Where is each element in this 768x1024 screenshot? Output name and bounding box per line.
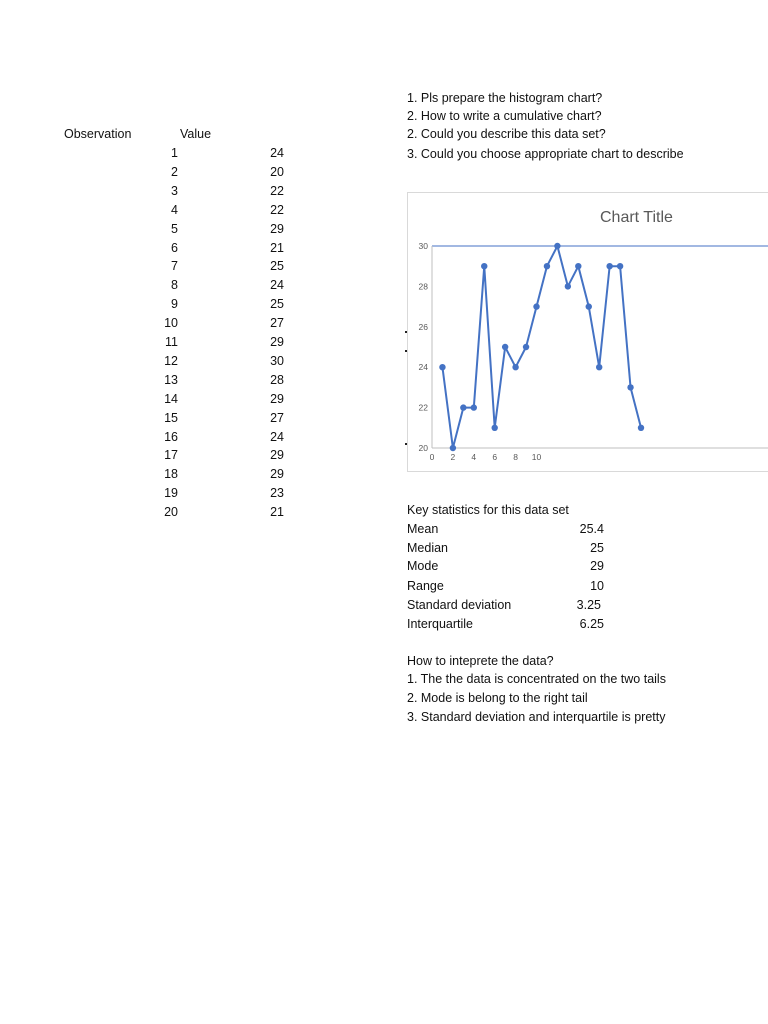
x-tick-label: 8 bbox=[513, 452, 518, 462]
x-tick-label: 6 bbox=[492, 452, 498, 462]
value-cell: 20 bbox=[270, 164, 284, 179]
value-cell: 24 bbox=[270, 146, 284, 160]
stats-heading: Key statistics for this data set bbox=[407, 503, 569, 517]
observation-cell: 15 bbox=[164, 410, 178, 425]
observation-cell: 19 bbox=[164, 486, 178, 501]
stat-label-median: Median bbox=[407, 541, 448, 555]
observation-cell: 17 bbox=[164, 448, 178, 463]
data-point bbox=[450, 445, 456, 451]
interpretation-line: 2. Mode is belong to the right tail bbox=[407, 691, 588, 705]
interpretation-heading: How to inteprete the data? bbox=[407, 654, 554, 668]
stat-value-mean: 25.4 bbox=[579, 522, 604, 536]
data-point bbox=[638, 425, 644, 431]
interpretation-block bbox=[407, 650, 768, 730]
value-cell: 29 bbox=[270, 467, 284, 482]
questions-block bbox=[407, 0, 768, 170]
data-point bbox=[481, 263, 487, 269]
observation-cell: 1 bbox=[171, 146, 178, 160]
data-point bbox=[544, 263, 550, 269]
value-cell: 21 bbox=[270, 505, 284, 520]
y-tick-label: 28 bbox=[418, 281, 428, 292]
data-point bbox=[512, 364, 518, 370]
question-line: 2. Could you describe this data set? bbox=[407, 127, 606, 141]
data-point bbox=[471, 404, 477, 410]
observation-cell: 14 bbox=[164, 391, 178, 406]
data-point bbox=[533, 303, 539, 309]
data-point bbox=[502, 344, 508, 350]
x-tick-label: 0 bbox=[429, 452, 435, 462]
value-cell: 29 bbox=[270, 391, 284, 406]
data-point bbox=[575, 263, 581, 269]
value-cell: 21 bbox=[270, 240, 284, 255]
stat-label-mean: Mean bbox=[407, 522, 439, 536]
x-tick-label: 4 bbox=[471, 452, 477, 462]
key-statistics bbox=[407, 500, 768, 640]
observation-cell: 9 bbox=[171, 297, 178, 312]
value-cell: 27 bbox=[270, 316, 284, 331]
y-tick-label: 26 bbox=[418, 321, 428, 332]
x-tick-label: 10 bbox=[531, 452, 542, 462]
data-point bbox=[523, 344, 529, 350]
value-cell: 24 bbox=[270, 278, 284, 293]
x-tick-label: 2 bbox=[450, 452, 456, 462]
y-tick-label: 20 bbox=[418, 443, 428, 453]
data-point bbox=[606, 263, 612, 269]
interpretation-line: 3. Standard deviation and interquartile is pretty bbox=[407, 710, 666, 724]
observation-cell: 16 bbox=[164, 429, 178, 444]
value-cell: 25 bbox=[270, 259, 284, 274]
stat-value-std: 3.25 bbox=[576, 598, 601, 612]
stat-value-median: 25 bbox=[590, 541, 604, 555]
stat-value-range: 10 bbox=[590, 579, 604, 593]
data-point bbox=[596, 364, 602, 370]
chart-svg bbox=[408, 193, 768, 471]
stat-label-iqr: Interquartile bbox=[407, 617, 474, 631]
question-line: 1. Pls prepare the histogram chart? bbox=[407, 91, 603, 105]
data-point bbox=[439, 364, 445, 370]
data-point bbox=[554, 243, 560, 249]
observation-cell: 4 bbox=[171, 202, 178, 217]
observation-cell: 20 bbox=[164, 505, 178, 520]
observation-table bbox=[0, 0, 300, 530]
stat-value-iqr: 6.25 bbox=[579, 617, 604, 631]
header-observation: Observation bbox=[64, 127, 132, 141]
value-cell: 24 bbox=[270, 429, 284, 444]
series-line bbox=[442, 246, 641, 448]
line-chart[interactable] bbox=[407, 192, 768, 472]
stat-label-range: Range bbox=[407, 579, 444, 593]
observation-cell: 11 bbox=[165, 335, 178, 349]
stat-label-std: Standard deviation bbox=[407, 598, 512, 612]
value-cell: 22 bbox=[270, 183, 284, 198]
header-value: Value bbox=[180, 127, 212, 141]
observation-cell: 5 bbox=[171, 221, 178, 236]
value-cell: 23 bbox=[270, 486, 284, 501]
chart-title: Chart Title bbox=[600, 209, 673, 226]
y-tick-label: 30 bbox=[418, 241, 428, 251]
data-point bbox=[617, 263, 623, 269]
data-point bbox=[460, 404, 466, 410]
observation-cell: 13 bbox=[164, 372, 178, 387]
question-line: 3. Could you choose appropriate chart to describe bbox=[407, 147, 684, 161]
observation-cell: 18 bbox=[164, 467, 178, 482]
observation-cell: 10 bbox=[164, 316, 178, 331]
value-cell: 29 bbox=[270, 335, 284, 349]
value-cell: 25 bbox=[270, 297, 284, 312]
observation-cell: 12 bbox=[164, 353, 178, 368]
y-tick-label: 24 bbox=[418, 362, 428, 373]
data-point bbox=[586, 303, 592, 309]
observation-cell: 2 bbox=[171, 164, 178, 179]
value-cell: 22 bbox=[270, 202, 284, 217]
question-line: 2. How to write a cumulative chart? bbox=[407, 109, 602, 123]
observation-cell: 7 bbox=[171, 259, 178, 274]
stat-value-mode: 29 bbox=[590, 559, 604, 573]
data-point bbox=[565, 283, 571, 289]
y-tick-label: 22 bbox=[418, 402, 428, 413]
value-cell: 29 bbox=[270, 221, 284, 236]
observation-cell: 6 bbox=[171, 240, 178, 255]
value-cell: 30 bbox=[270, 353, 284, 368]
value-cell: 28 bbox=[270, 372, 284, 387]
observation-cell: 3 bbox=[171, 183, 178, 198]
data-point bbox=[492, 425, 498, 431]
interpretation-line: 1. The the data is concentrated on the two tails bbox=[407, 672, 666, 686]
observation-cell: 8 bbox=[171, 278, 178, 293]
value-cell: 27 bbox=[270, 410, 284, 425]
data-point bbox=[627, 384, 633, 390]
stat-label-mode: Mode bbox=[407, 559, 439, 573]
value-cell: 29 bbox=[270, 448, 284, 463]
